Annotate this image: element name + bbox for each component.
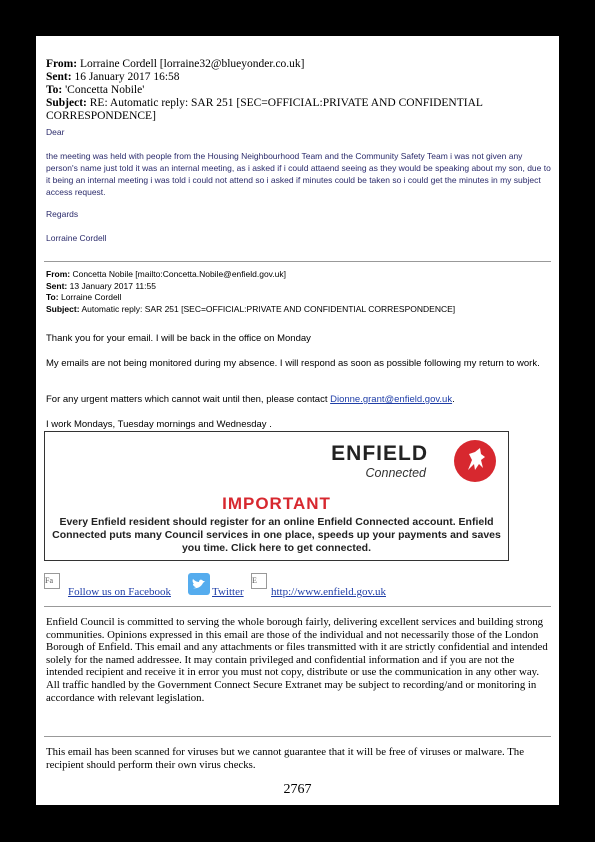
autoreply-line1: Thank you for your email. I will be back in the office on Monday <box>46 333 311 344</box>
autoreply-line3: For any urgent matters which cannot wait until then, please contact Dionne.grant@enfield.gov.uk. <box>46 394 455 405</box>
page-number: 2767 <box>283 782 312 797</box>
important-heading: IMPORTANT <box>222 494 331 513</box>
to-value: Lorraine Cordell <box>60 292 122 302</box>
facebook-link[interactable]: Follow us on Facebook <box>68 586 171 598</box>
sent-value: 13 January 2017 11:55 <box>69 280 156 291</box>
regards: Regards <box>46 209 79 219</box>
divider <box>44 736 551 737</box>
subject-value: RE: Automatic reply: SAR 251 [SEC=OFFICIAL:PRIVATE AND CONFIDENTIAL CORRESPONDENCE] <box>46 97 483 122</box>
subject-label: Subject: <box>46 303 80 314</box>
social-links <box>44 573 551 603</box>
from-value: Lorraine Cordell [lorraine32@blueyonder.co.uk] <box>79 58 305 70</box>
email2-header <box>46 269 551 315</box>
email-link[interactable]: Dionne.grant@enfield.gov.uk <box>330 394 453 405</box>
disclaimer: Enfield Council is committed to serving the whole borough fairly, delivering excellent services and building strong communities. Opinions expressed in this email are those of the individual and not necessarily those of the London Borough of Enfield. This email and any attachments or files transmitted with it are strictly confidential and intended solely for the named addressee. It may contain privileged and confidential information and if you are not the intended recipient and receive it in error you must not copy, distribute or use the communication in any other way. All traffic handled by the Government Connect Secure Extranet may be subject to recording/and or monitoring in accordance with relevant legislation. <box>46 616 548 704</box>
subject-value: Automatic reply: SAR 251 [SEC=OFFICIAL:PRIVATE AND CONFIDENTIAL CORRESPONDENCE] <box>81 303 456 314</box>
twitter-icon <box>188 573 210 595</box>
twitter-link[interactable]: Twitter <box>212 586 244 598</box>
divider <box>44 261 551 262</box>
to-label: To: <box>46 84 63 96</box>
enfield-connected-banner[interactable] <box>44 431 509 561</box>
to-value: 'Concetta Nobile' <box>65 84 145 96</box>
email1-body: the meeting was held with people from the Housing Neighbourhood Team and the Community Safety Team i was not given any person's name just told it was an internal meeting, as i asked if i could attaend seeing as they would be speaking about my son, due to it being an internal meeting i was told i could not attend so i asked if minutes could be taken so i could get the minutes in my subject access request. <box>46 151 551 197</box>
logo-word: ENFIELD <box>331 442 428 465</box>
autoreply-line4: I work Mondays, Tuesday mornings and Wednesday . <box>46 419 272 430</box>
banner-text: Every Enfield resident should register for an online Enfield Connected account. Enfield Connected puts many Council services in one place, speeds up your payments and saves you time. Click here to get connected. <box>52 516 501 554</box>
virus-notice: This email has been scanned for viruses but we cannot guarantee that it will be free of viruses or malware. The recipient should perform their own virus checks. <box>46 746 524 771</box>
sent-value: 16 January 2017 16:58 <box>74 71 180 83</box>
signature: Lorraine Cordell <box>46 233 107 243</box>
from-value: Concetta Nobile [mailto:Concetta.Nobile@enfield.gov.uk] <box>72 269 286 279</box>
greeting: Dear <box>46 127 65 137</box>
document-page <box>36 36 559 805</box>
to-label: To: <box>46 292 59 302</box>
divider <box>44 606 551 607</box>
sent-label: Sent: <box>46 280 68 291</box>
dragon-logo-icon <box>454 440 496 482</box>
from-label: From: <box>46 58 78 70</box>
website-link[interactable]: http://www.enfield.gov.uk <box>271 586 386 598</box>
website-icon: E <box>251 573 267 589</box>
facebook-icon: Fa <box>44 573 60 589</box>
email1-header <box>46 58 546 123</box>
from-label: From: <box>46 269 71 279</box>
subject-label: Subject: <box>46 97 87 109</box>
autoreply-line2: My emails are not being monitored during my absence. I will respond as soon as possible following my return to work. <box>46 358 540 369</box>
logo-sub: Connected <box>365 466 426 480</box>
sent-label: Sent: <box>46 71 72 83</box>
